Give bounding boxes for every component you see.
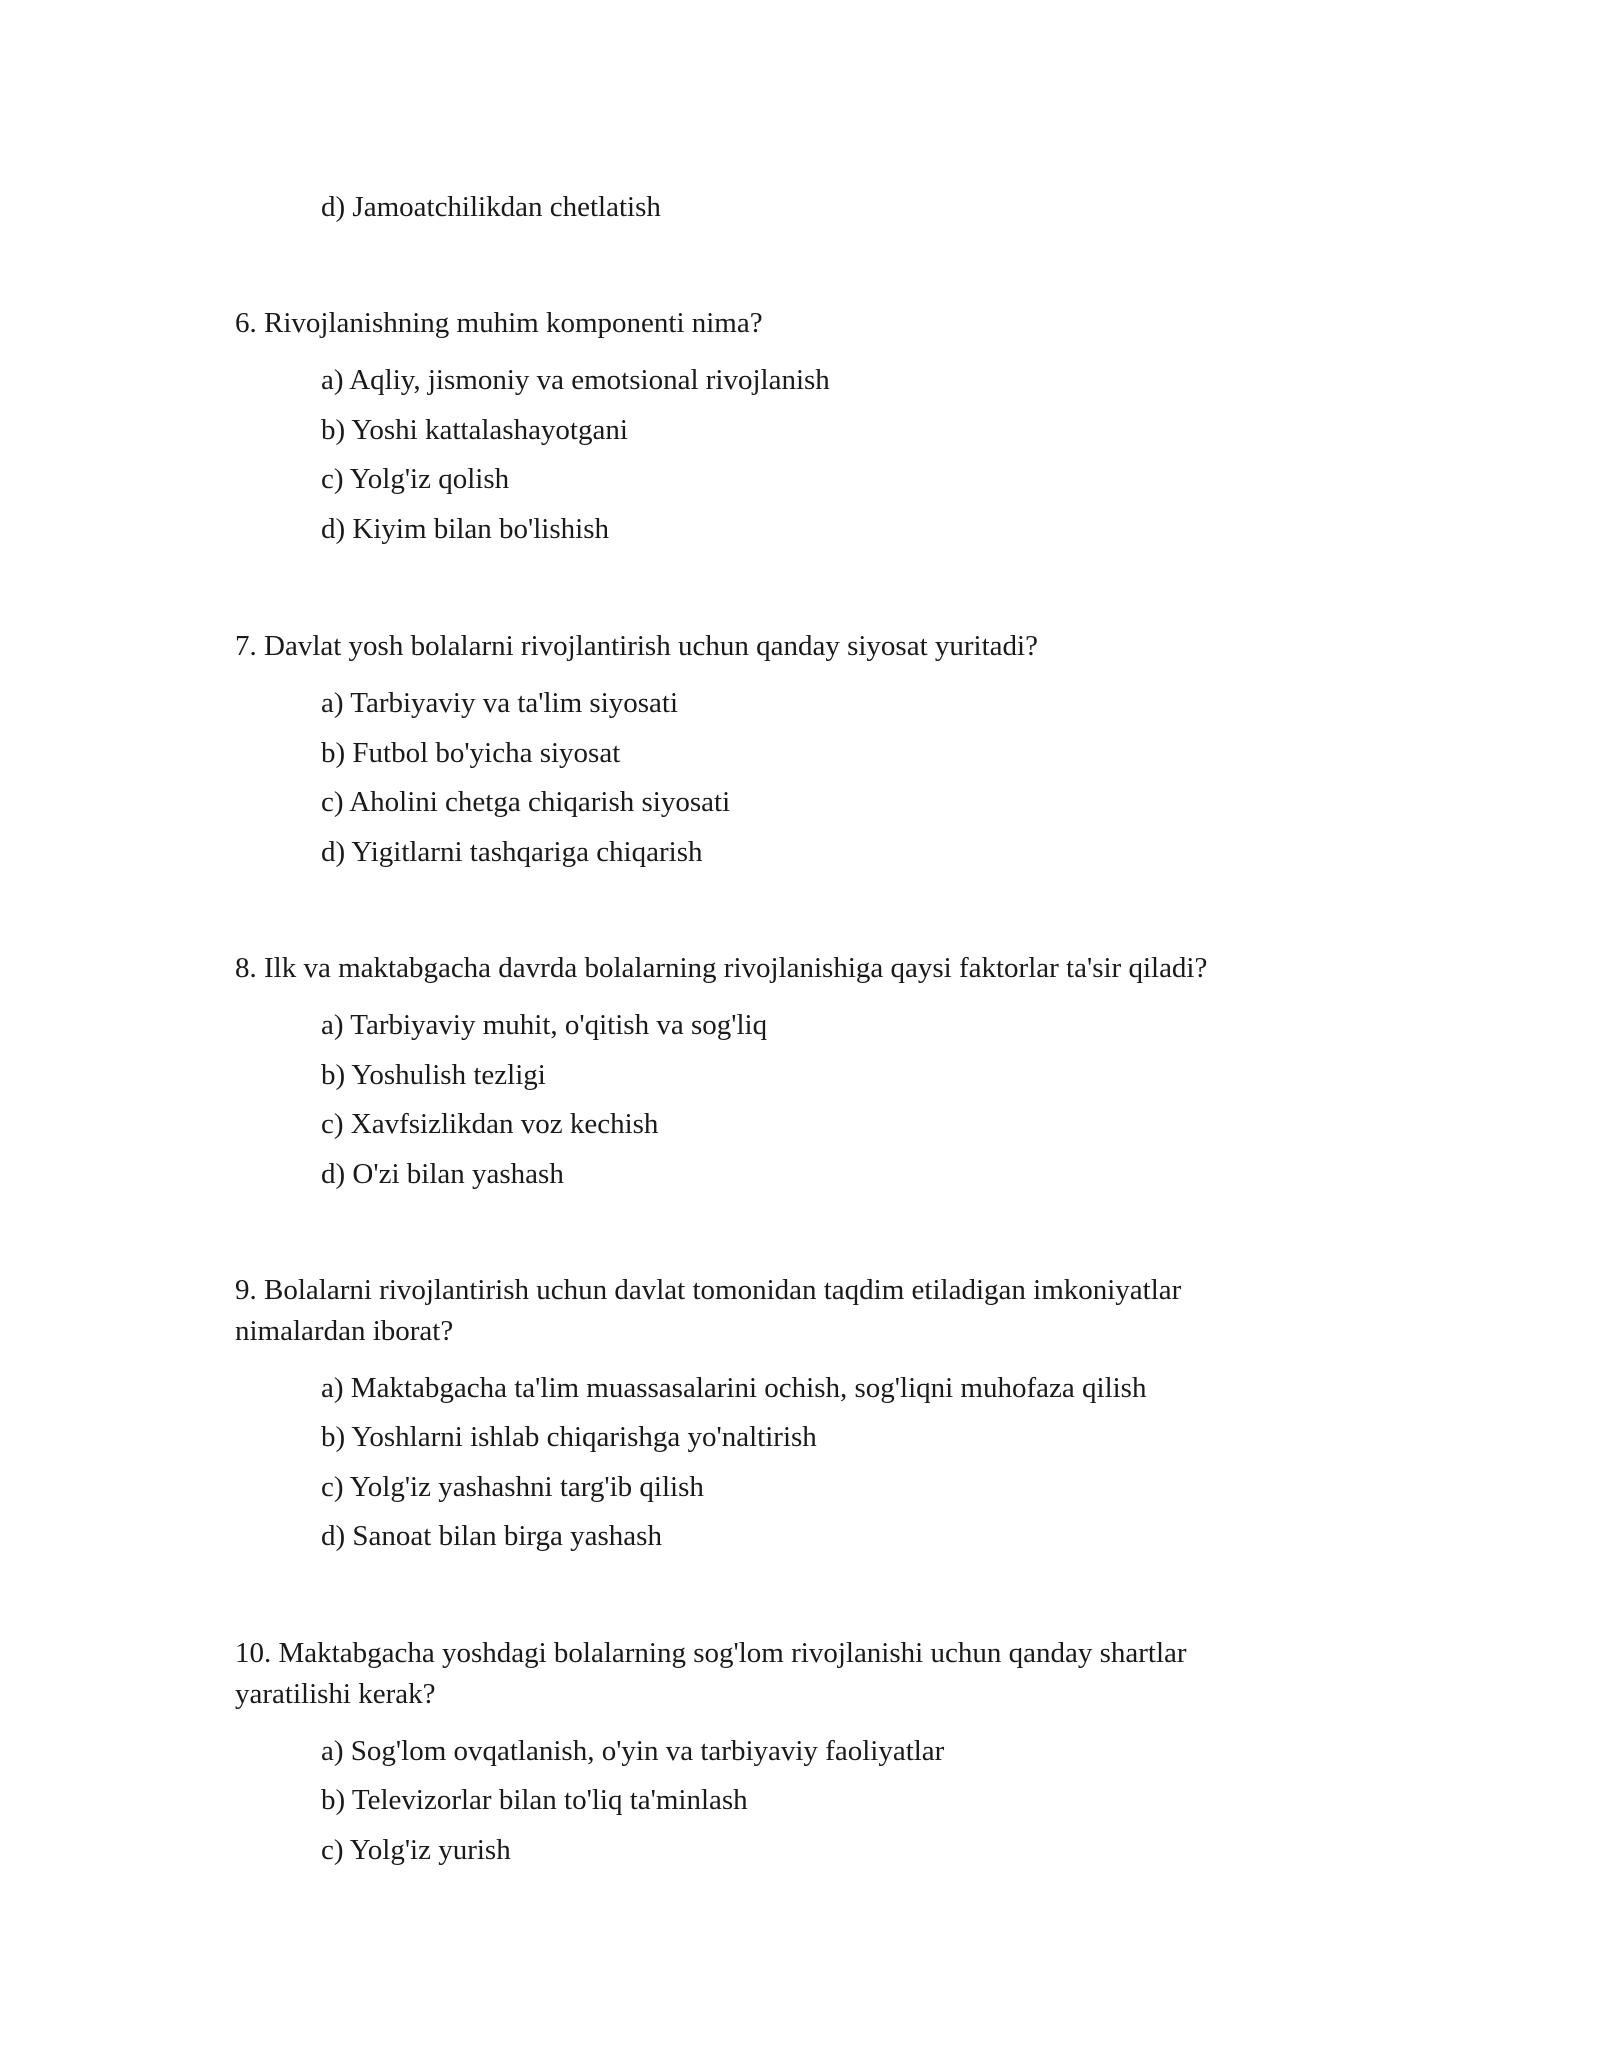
option-text: Yolg'iz yurish xyxy=(349,1834,511,1866)
option-label: c) xyxy=(321,1834,344,1866)
question-8 xyxy=(235,948,1207,988)
option-label: b) xyxy=(321,414,346,446)
option-label: d) xyxy=(321,836,346,868)
option-8-a xyxy=(321,1005,767,1045)
question-number: 9. xyxy=(235,1274,257,1306)
option-text: Aholini chetga chiqarish siyosati xyxy=(349,786,731,818)
option-8-c xyxy=(321,1104,658,1144)
option-text: Tarbiyaviy va ta'lim siyosati xyxy=(350,687,679,719)
option-6-c xyxy=(321,459,509,499)
question-7 xyxy=(235,626,1038,666)
option-7-b xyxy=(321,733,620,773)
option-label: a) xyxy=(321,687,344,719)
question-text: Ilk va maktabgacha davrda bolalarning rivojlanishiga qaysi faktorlar ta'sir qiladi? xyxy=(264,952,1208,984)
question-number: 7. xyxy=(235,630,257,662)
option-text: Maktabgacha ta'lim muassasalarini ochish, sog'liqni muhofaza qilish xyxy=(350,1372,1147,1404)
option-label: b) xyxy=(321,1784,346,1816)
question-text: Bolalarni rivojlantirish uchun davlat tomonidan taqdim etiladigan imkoniyatlar xyxy=(264,1274,1182,1306)
option-9-b xyxy=(321,1417,817,1457)
option-label: c) xyxy=(321,786,344,818)
option-label: b) xyxy=(321,1059,346,1091)
option-label: a) xyxy=(321,1372,344,1404)
option-10-a xyxy=(321,1731,944,1771)
option-label: d) xyxy=(321,1158,346,1190)
question-text: yaratilishi kerak? xyxy=(235,1678,436,1710)
option-8-d xyxy=(321,1154,564,1194)
option-text: Yoshulish tezligi xyxy=(351,1059,546,1091)
option-6-b xyxy=(321,410,628,450)
option-text: Futbol bo'yicha siyosat xyxy=(352,737,621,769)
question-10 xyxy=(235,1633,1187,1673)
option-text: Yolg'iz yashashni targ'ib qilish xyxy=(349,1471,704,1503)
option-label: d) xyxy=(321,1520,346,1552)
option-text: Yolg'iz qolish xyxy=(349,463,510,495)
option-label: c) xyxy=(321,463,344,495)
option-10-b xyxy=(321,1780,748,1820)
option-text: Yigitlarni tashqariga chiqarish xyxy=(351,836,703,868)
option-text: Jamoatchilikdan chetlatish xyxy=(352,191,661,223)
option-label: c) xyxy=(321,1471,344,1503)
option-text: Tarbiyaviy muhit, o'qitish va sog'liq xyxy=(350,1009,768,1041)
question-10-continuation xyxy=(235,1674,436,1714)
question-text: Davlat yosh bolalarni rivojlantirish uchun qanday siyosat yuritadi? xyxy=(264,630,1038,662)
option-label: a) xyxy=(321,1009,344,1041)
option-label: b) xyxy=(321,1421,346,1453)
question-text: nimalardan iborat? xyxy=(235,1315,454,1347)
option-text: Televizorlar bilan to'liq ta'minlash xyxy=(351,1784,748,1816)
question-number: 10. xyxy=(235,1637,272,1669)
option-text: Yoshi kattalashayotgani xyxy=(351,414,628,446)
option-9-a xyxy=(321,1368,1146,1408)
option-7-c xyxy=(321,782,730,822)
option-label: d) xyxy=(321,191,346,223)
option-label: c) xyxy=(321,1108,344,1140)
option-9-d xyxy=(321,1516,662,1556)
option-text: Sanoat bilan birga yashash xyxy=(352,1520,662,1552)
option-5-d xyxy=(321,187,661,227)
option-text: Sog'lom ovqatlanish, o'yin va tarbiyaviy faoliyatlar xyxy=(350,1735,945,1767)
option-7-a xyxy=(321,683,678,723)
option-text: O'zi bilan yashash xyxy=(352,1158,564,1190)
question-9 xyxy=(235,1270,1181,1310)
option-label: b) xyxy=(321,737,346,769)
option-text: Aqliy, jismoniy va emotsional rivojlanish xyxy=(349,364,830,396)
option-label: a) xyxy=(321,1735,344,1767)
option-text: Xavfsizlikdan voz kechish xyxy=(350,1108,659,1140)
option-6-a xyxy=(321,360,830,400)
question-number: 8. xyxy=(235,952,257,984)
option-8-b xyxy=(321,1055,546,1095)
question-9-continuation xyxy=(235,1311,453,1351)
option-text: Yoshlarni ishlab chiqarishga yo'naltirish xyxy=(351,1421,817,1453)
question-6 xyxy=(235,303,763,343)
option-label: a) xyxy=(321,364,344,396)
option-10-c xyxy=(321,1830,511,1870)
option-text: Kiyim bilan bo'lishish xyxy=(352,513,609,545)
option-7-d xyxy=(321,832,703,872)
question-number: 6. xyxy=(235,307,257,339)
question-text: Maktabgacha yoshdagi bolalarning sog'lom rivojlanishi uchun qanday shartlar xyxy=(278,1637,1187,1669)
option-6-d xyxy=(321,509,609,549)
question-text: Rivojlanishning muhim komponenti nima? xyxy=(264,307,763,339)
option-9-c xyxy=(321,1467,704,1507)
option-label: d) xyxy=(321,513,346,545)
